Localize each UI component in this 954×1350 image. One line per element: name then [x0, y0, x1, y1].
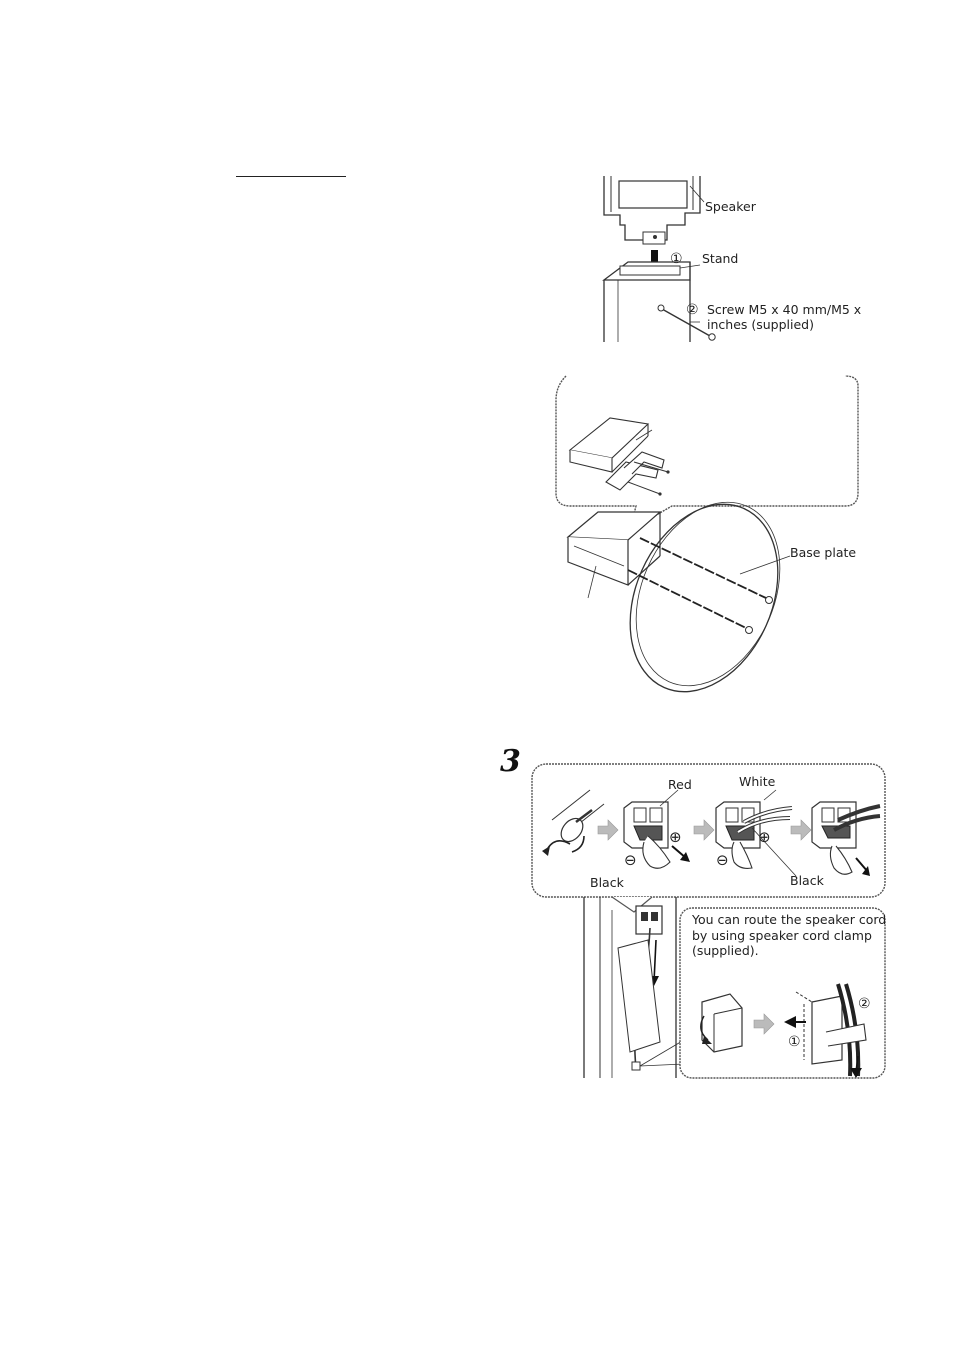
- stand-label: Stand: [702, 251, 739, 266]
- red-label: Red: [668, 777, 692, 792]
- minus-symbol-2: ⊖: [716, 851, 729, 869]
- screw-label-line2: inches (supplied): [707, 317, 814, 332]
- plus-symbol-1: ⊕: [669, 828, 682, 846]
- clamp-step1-marker: ①: [788, 1034, 801, 1050]
- cord-clamp-note: You can route the speaker cord by using speaker cord clamp (supplied).: [692, 912, 887, 959]
- speaker-label: Speaker: [705, 199, 756, 214]
- step1-marker: ①: [670, 251, 683, 267]
- white-label: White: [739, 774, 776, 789]
- step-number: 3: [500, 744, 521, 779]
- minus-symbol-1: ⊖: [624, 851, 637, 869]
- clamp-step2-marker: ②: [858, 996, 871, 1012]
- screw-label-line1: Screw M5 x 40 mm/M5 x: [707, 302, 862, 317]
- black-label-2: Black: [790, 873, 824, 888]
- base-plate-label: Base plate: [790, 545, 857, 560]
- plus-symbol-2: ⊕: [758, 828, 771, 846]
- step2-marker: ②: [686, 302, 699, 318]
- black-label-1: Black: [590, 875, 624, 890]
